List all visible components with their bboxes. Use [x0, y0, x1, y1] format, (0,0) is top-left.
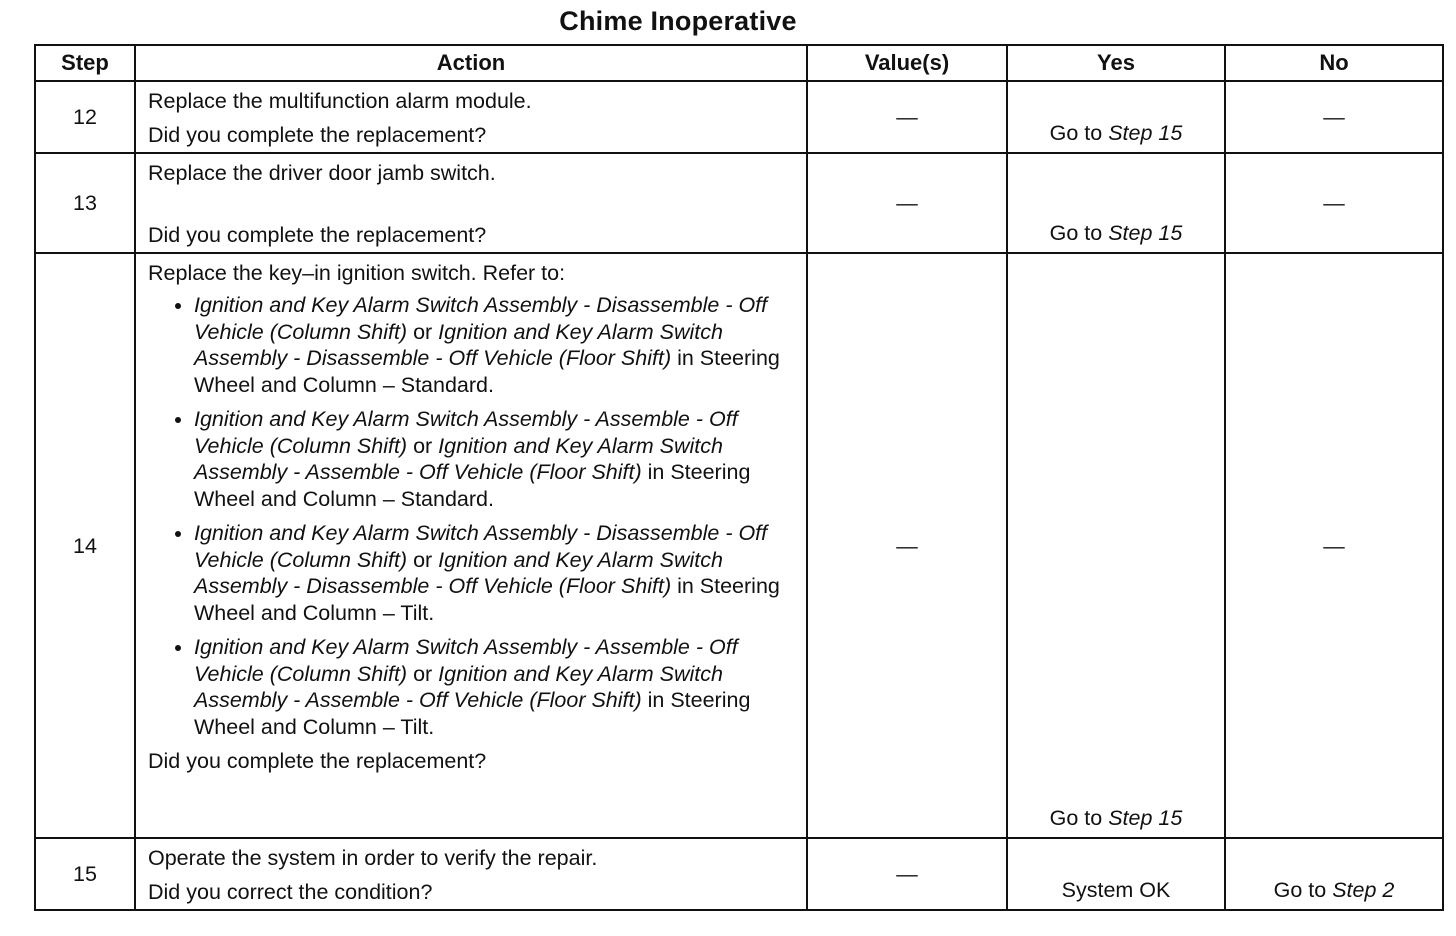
reference-tail: in Steering Wheel and Column – Standard. [194, 346, 780, 397]
header-yes: Yes [1007, 45, 1225, 81]
action-question: Did you complete the replacement? [148, 123, 487, 147]
action-cell [135, 153, 807, 253]
list-item [194, 634, 794, 740]
reference-link[interactable]: Ignition and Key Alarm Switch Assembly - Assemble - Off Vehicle (Column Shift) [194, 407, 738, 458]
header-row [35, 45, 1443, 81]
action-question: Did you complete the replacement? [148, 749, 487, 773]
connector-text: or [407, 319, 439, 344]
values-cell [807, 153, 1007, 253]
reference-link[interactable]: Ignition and Key Alarm Switch Assembly - Disassemble - Off Vehicle (Column Shift) [194, 521, 768, 572]
dash: — [896, 105, 918, 129]
values-cell [807, 838, 1007, 910]
list-item [194, 406, 794, 512]
dash: — [896, 533, 918, 558]
reference-link[interactable]: Ignition and Key Alarm Switch Assembly - Disassemble - Off Vehicle (Floor Shift) [194, 547, 723, 598]
reference-link[interactable]: Ignition and Key Alarm Switch Assembly - Assemble - Off Vehicle (Floor Shift) [194, 661, 723, 712]
list-item [194, 292, 794, 398]
action-question: Did you complete the replacement? [148, 223, 487, 247]
header-no: No [1225, 45, 1443, 81]
step-link[interactable]: Step 2 [1332, 878, 1395, 902]
reference-link[interactable]: Ignition and Key Alarm Switch Assembly - Disassemble - Off Vehicle (Column Shift) [194, 293, 768, 344]
step-link[interactable]: Step 15 [1108, 221, 1183, 245]
header-values: Value(s) [807, 45, 1007, 81]
dash: — [896, 191, 918, 215]
reference-link[interactable]: Ignition and Key Alarm Switch Assembly - Assemble - Off Vehicle (Column Shift) [194, 635, 738, 686]
no-cell [1225, 253, 1443, 838]
reference-link[interactable]: Ignition and Key Alarm Switch Assembly - Disassemble - Off Vehicle (Floor Shift) [194, 319, 723, 370]
step-number: 14 [35, 253, 135, 838]
no-cell [1225, 153, 1443, 253]
step-number: 13 [35, 153, 135, 253]
table-row [35, 153, 1443, 253]
action-question: Did you correct the condition? [148, 880, 433, 904]
dash: — [1323, 191, 1345, 215]
step-number: 12 [35, 81, 135, 153]
header-action: Action [135, 45, 807, 81]
reference-list [148, 292, 794, 740]
action-cell [135, 838, 807, 910]
no-cell [1225, 838, 1443, 910]
diagnostic-table [34, 44, 1444, 911]
yes-cell [1007, 81, 1225, 153]
yes-cell: System OK [1007, 838, 1225, 910]
yes-cell [1007, 253, 1225, 838]
values-cell [807, 253, 1007, 838]
reference-tail: in Steering Wheel and Column – Tilt. [194, 574, 780, 625]
yes-prefix: Go to [1049, 806, 1109, 830]
connector-text: or [407, 661, 439, 686]
dash: — [896, 862, 918, 886]
step-number: 15 [35, 838, 135, 910]
values-cell [807, 81, 1007, 153]
yes-prefix: Go to [1049, 221, 1109, 245]
dash: — [1323, 105, 1345, 129]
connector-text: or [407, 547, 439, 572]
step-link[interactable]: Step 15 [1108, 121, 1183, 145]
step-link[interactable]: Step 15 [1108, 806, 1183, 830]
action-text: Replace the key–in ignition switch. Refer to: [148, 261, 566, 285]
connector-text: or [407, 433, 439, 458]
page-title: Chime Inoperative [559, 6, 797, 36]
yes-prefix: Go to [1049, 121, 1109, 145]
dash: — [1323, 533, 1345, 558]
action-text: Replace the multifunction alarm module. [148, 89, 532, 113]
reference-link[interactable]: Ignition and Key Alarm Switch Assembly - Assemble - Off Vehicle (Floor Shift) [194, 433, 723, 484]
table-row [35, 81, 1443, 153]
yes-cell [1007, 153, 1225, 253]
action-cell [135, 81, 807, 153]
table-row [35, 838, 1443, 910]
action-text: Replace the driver door jamb switch. [148, 161, 496, 185]
no-cell [1225, 81, 1443, 153]
table-row [35, 253, 1443, 838]
action-text: Operate the system in order to verify the repair. [148, 846, 598, 870]
reference-tail: in Steering Wheel and Column – Tilt. [194, 688, 751, 739]
list-item [194, 520, 794, 626]
action-cell [135, 253, 807, 838]
header-step: Step [35, 45, 135, 81]
reference-tail: in Steering Wheel and Column – Standard. [194, 460, 751, 511]
no-prefix: Go to [1273, 878, 1333, 902]
